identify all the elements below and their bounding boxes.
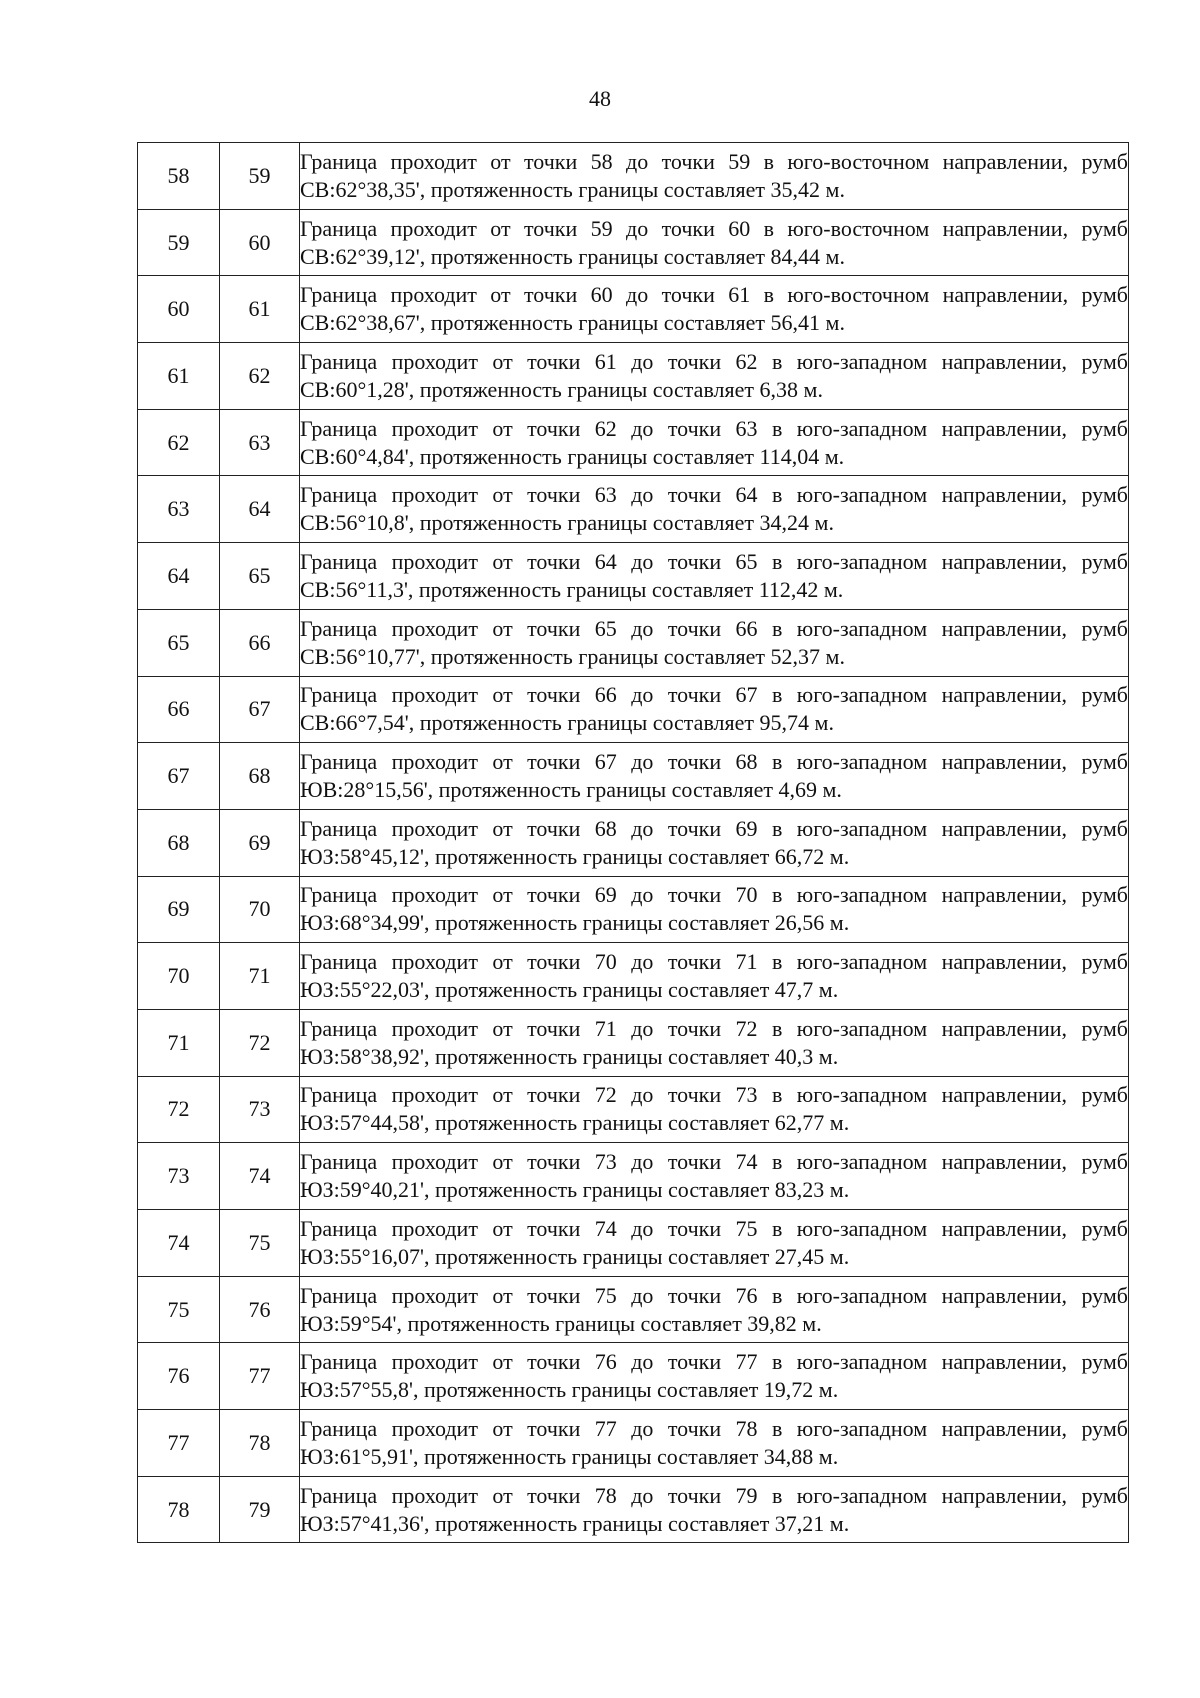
table-row [138, 609, 1129, 676]
end-point-cell: 77 [220, 1343, 300, 1410]
start-point-cell: 73 [138, 1143, 220, 1210]
end-point-cell: 65 [220, 543, 300, 610]
start-point-cell: 72 [138, 1076, 220, 1143]
start-point-cell: 58 [138, 143, 220, 210]
table-row [138, 1076, 1129, 1143]
boundary-description-cell: Граница проходит от точки 58 до точки 59 в юго-восточном направлении, румб СВ:62°38,35', протяженность границы составляет 35,42 м. [300, 143, 1129, 210]
start-point-cell: 75 [138, 1276, 220, 1343]
end-point-cell: 68 [220, 743, 300, 810]
start-point-cell: 61 [138, 343, 220, 410]
boundary-table-body [138, 143, 1129, 1543]
start-point-cell: 67 [138, 743, 220, 810]
start-point-cell: 62 [138, 409, 220, 476]
boundary-description-cell: Граница проходит от точки 76 до точки 77 в юго-западном направлении, румб ЮЗ:57°55,8', протяженность границы составляет 19,72 м. [300, 1343, 1129, 1410]
boundary-description-cell: Граница проходит от точки 63 до точки 64 в юго-западном направлении, румб СВ:56°10,8', протяженность границы составляет 34,24 м. [300, 476, 1129, 543]
end-point-cell: 69 [220, 809, 300, 876]
end-point-cell: 59 [220, 143, 300, 210]
boundary-description-cell: Граница проходит от точки 64 до точки 65 в юго-западном направлении, румб СВ:56°11,3', протяженность границы составляет 112,42 м. [300, 543, 1129, 610]
end-point-cell: 62 [220, 343, 300, 410]
table-row [138, 676, 1129, 743]
end-point-cell: 74 [220, 1143, 300, 1210]
end-point-cell: 75 [220, 1210, 300, 1277]
boundary-description-cell: Граница проходит от точки 68 до точки 69 в юго-западном направлении, румб ЮЗ:58°45,12', протяженность границы составляет 66,72 м. [300, 809, 1129, 876]
end-point-cell: 73 [220, 1076, 300, 1143]
boundary-description-cell: Граница проходит от точки 71 до точки 72 в юго-западном направлении, румб ЮЗ:58°38,92', протяженность границы составляет 40,3 м. [300, 1009, 1129, 1076]
end-point-cell: 71 [220, 943, 300, 1010]
table-row [138, 409, 1129, 476]
boundary-description-cell: Граница проходит от точки 75 до точки 76 в юго-западном направлении, румб ЮЗ:59°54', протяженность границы составляет 39,82 м. [300, 1276, 1129, 1343]
end-point-cell: 63 [220, 409, 300, 476]
table-row [138, 809, 1129, 876]
table-row [138, 1276, 1129, 1343]
boundary-description-cell: Граница проходит от точки 69 до точки 70 в юго-западном направлении, румб ЮЗ:68°34,99', протяженность границы составляет 26,56 м. [300, 876, 1129, 943]
start-point-cell: 78 [138, 1476, 220, 1543]
start-point-cell: 59 [138, 209, 220, 276]
start-point-cell: 65 [138, 609, 220, 676]
end-point-cell: 60 [220, 209, 300, 276]
boundary-description-cell: Граница проходит от точки 78 до точки 79 в юго-западном направлении, румб ЮЗ:57°41,36', протяженность границы составляет 37,21 м. [300, 1476, 1129, 1543]
start-point-cell: 77 [138, 1410, 220, 1477]
table-row [138, 209, 1129, 276]
end-point-cell: 79 [220, 1476, 300, 1543]
boundary-description-cell: Граница проходит от точки 67 до точки 68 в юго-западном направлении, румб ЮВ:28°15,56', протяженность границы составляет 4,69 м. [300, 743, 1129, 810]
table-row [138, 276, 1129, 343]
start-point-cell: 69 [138, 876, 220, 943]
table-row [138, 143, 1129, 210]
start-point-cell: 64 [138, 543, 220, 610]
end-point-cell: 67 [220, 676, 300, 743]
start-point-cell: 68 [138, 809, 220, 876]
table-row [138, 1009, 1129, 1076]
table-row [138, 943, 1129, 1010]
table-row [138, 476, 1129, 543]
boundary-description-cell: Граница проходит от точки 59 до точки 60 в юго-восточном направлении, румб СВ:62°39,12', протяженность границы составляет 84,44 м. [300, 209, 1129, 276]
start-point-cell: 76 [138, 1343, 220, 1410]
start-point-cell: 74 [138, 1210, 220, 1277]
end-point-cell: 78 [220, 1410, 300, 1477]
boundary-description-cell: Граница проходит от точки 65 до точки 66 в юго-западном направлении, румб СВ:56°10,77', протяженность границы составляет 52,37 м. [300, 609, 1129, 676]
boundary-description-cell: Граница проходит от точки 74 до точки 75 в юго-западном направлении, румб ЮЗ:55°16,07', протяженность границы составляет 27,45 м. [300, 1210, 1129, 1277]
start-point-cell: 71 [138, 1009, 220, 1076]
start-point-cell: 63 [138, 476, 220, 543]
boundary-table [137, 142, 1129, 1543]
end-point-cell: 72 [220, 1009, 300, 1076]
boundary-description-cell: Граница проходит от точки 60 до точки 61 в юго-восточном направлении, румб СВ:62°38,67', протяженность границы составляет 56,41 м. [300, 276, 1129, 343]
table-row [138, 1410, 1129, 1477]
end-point-cell: 64 [220, 476, 300, 543]
table-row [138, 1210, 1129, 1277]
table-row [138, 876, 1129, 943]
start-point-cell: 70 [138, 943, 220, 1010]
boundary-description-cell: Граница проходит от точки 61 до точки 62 в юго-западном направлении, румб СВ:60°1,28', протяженность границы составляет 6,38 м. [300, 343, 1129, 410]
table-row [138, 743, 1129, 810]
boundary-description-cell: Граница проходит от точки 70 до точки 71 в юго-западном направлении, румб ЮЗ:55°22,03', протяженность границы составляет 47,7 м. [300, 943, 1129, 1010]
table-row [138, 1343, 1129, 1410]
boundary-description-cell: Граница проходит от точки 77 до точки 78 в юго-западном направлении, румб ЮЗ:61°5,91', протяженность границы составляет 34,88 м. [300, 1410, 1129, 1477]
table-row [138, 1476, 1129, 1543]
end-point-cell: 76 [220, 1276, 300, 1343]
table-row [138, 543, 1129, 610]
boundary-description-cell: Граница проходит от точки 72 до точки 73 в юго-западном направлении, румб ЮЗ:57°44,58', протяженность границы составляет 62,77 м. [300, 1076, 1129, 1143]
end-point-cell: 61 [220, 276, 300, 343]
boundary-description-cell: Граница проходит от точки 62 до точки 63 в юго-западном направлении, румб СВ:60°4,84', протяженность границы составляет 114,04 м. [300, 409, 1129, 476]
table-row [138, 1143, 1129, 1210]
end-point-cell: 66 [220, 609, 300, 676]
boundary-description-cell: Граница проходит от точки 66 до точки 67 в юго-западном направлении, румб СВ:66°7,54', протяженность границы составляет 95,74 м. [300, 676, 1129, 743]
start-point-cell: 66 [138, 676, 220, 743]
table-row [138, 343, 1129, 410]
end-point-cell: 70 [220, 876, 300, 943]
boundary-description-cell: Граница проходит от точки 73 до точки 74 в юго-западном направлении, румб ЮЗ:59°40,21', протяженность границы составляет 83,23 м. [300, 1143, 1129, 1210]
start-point-cell: 60 [138, 276, 220, 343]
page-number: 48 [589, 86, 611, 111]
